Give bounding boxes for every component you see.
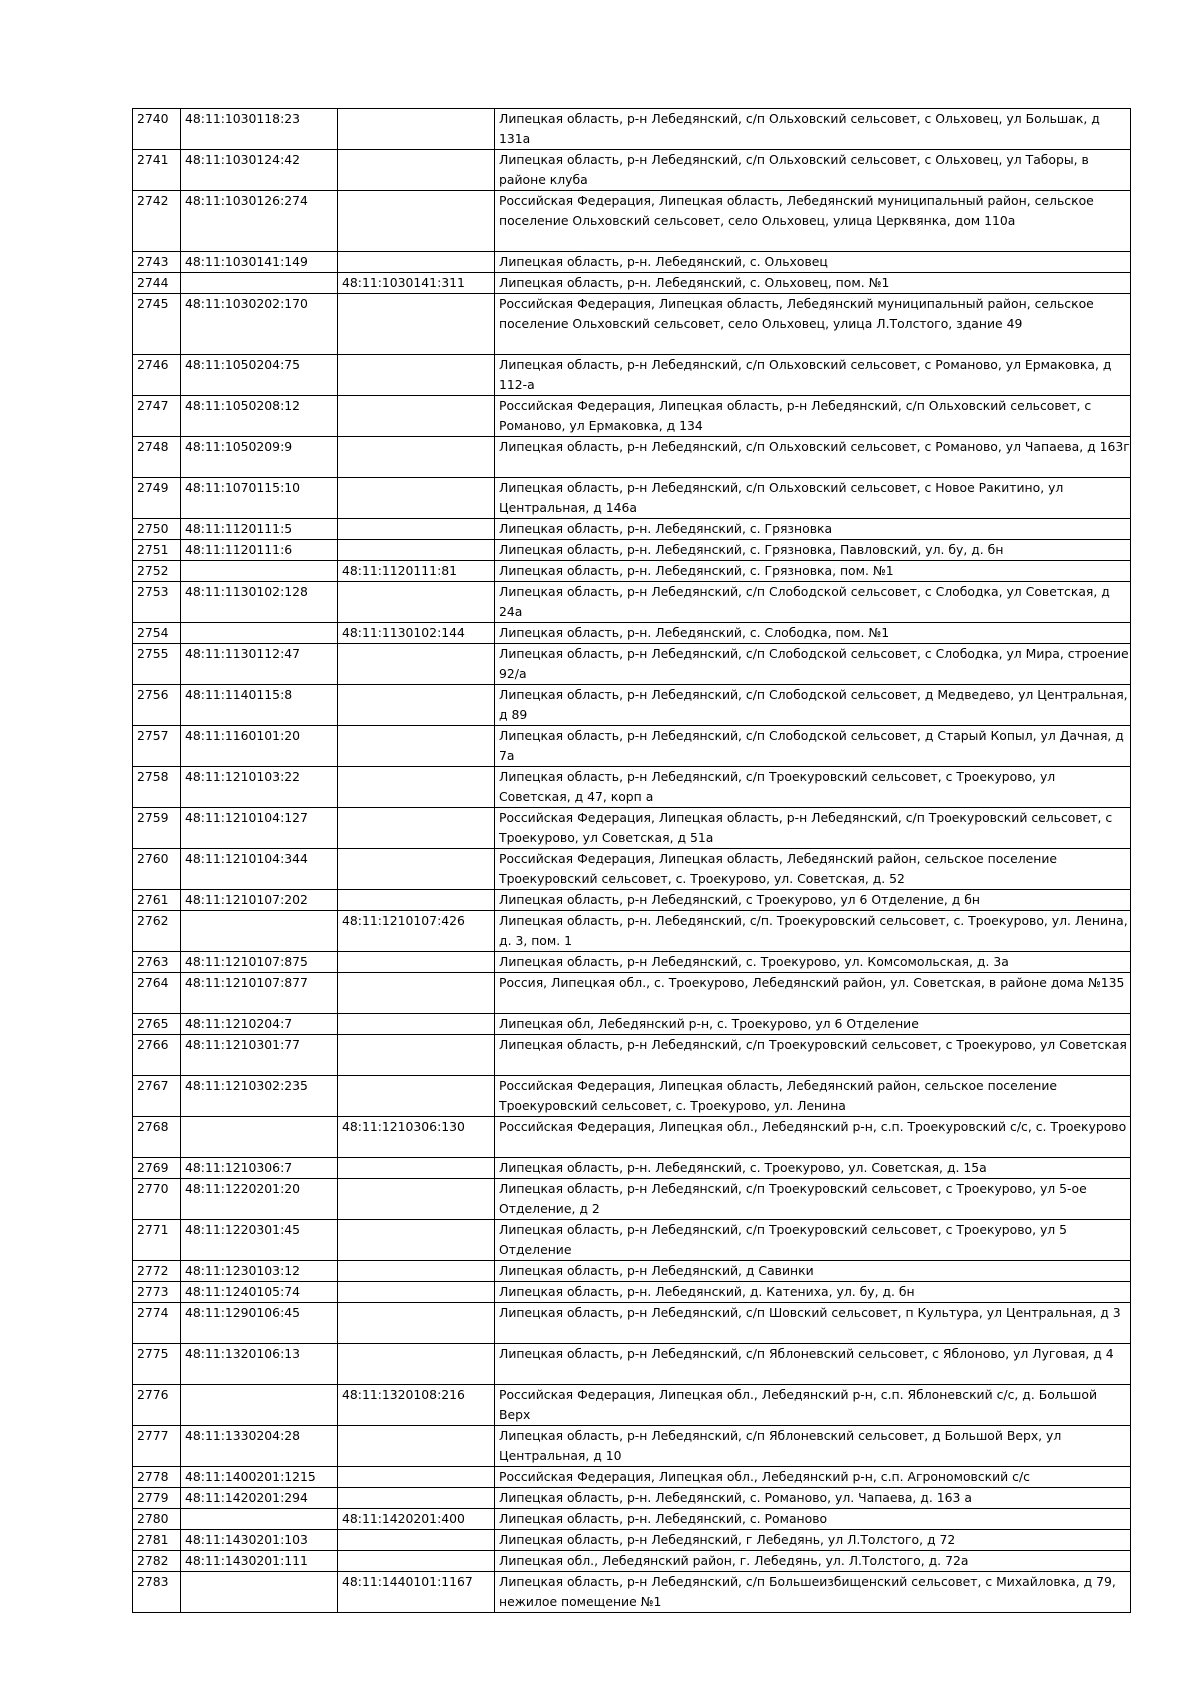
cadastral-number-cell <box>181 1385 338 1426</box>
premises-number-cell <box>338 1303 495 1344</box>
cadastral-number-cell: 48:11:1050204:75 <box>181 355 338 396</box>
table-row <box>133 1385 1131 1426</box>
address-cell: Липецкая область, р-н Лебедянский, с/п Слободской сельсовет, д Старый Копыл, ул Дачная, д 7а <box>495 726 1131 767</box>
table-row <box>133 294 1131 355</box>
table-row <box>133 1117 1131 1158</box>
cadastral-number-cell: 48:11:1400201:1215 <box>181 1467 338 1488</box>
table-row <box>133 540 1131 561</box>
premises-number-cell <box>338 252 495 273</box>
row-number-cell: 2759 <box>133 808 181 849</box>
premises-number-cell <box>338 644 495 685</box>
cadastral-number-cell <box>181 1572 338 1613</box>
address-cell: Липецкая область, р-н. Лебедянский, с. Романово <box>495 1509 1131 1530</box>
row-number-cell: 2757 <box>133 726 181 767</box>
cadastral-number-cell: 48:11:1210107:875 <box>181 952 338 973</box>
property-register-table <box>132 108 1131 1613</box>
row-number-cell: 2763 <box>133 952 181 973</box>
row-number-cell: 2779 <box>133 1488 181 1509</box>
cadastral-number-cell: 48:11:1050208:12 <box>181 396 338 437</box>
row-number-cell: 2776 <box>133 1385 181 1426</box>
table-row <box>133 273 1131 294</box>
table-row <box>133 1261 1131 1282</box>
table-row <box>133 109 1131 150</box>
address-cell: Российская Федерация, Липецкая обл., Лебедянский р-н, с.п. Троекуровский с/с, с. Троекурово <box>495 1117 1131 1158</box>
table-row <box>133 1509 1131 1530</box>
table-row <box>133 1158 1131 1179</box>
premises-number-cell <box>338 726 495 767</box>
row-number-cell: 2756 <box>133 685 181 726</box>
cadastral-number-cell: 48:11:1210306:7 <box>181 1158 338 1179</box>
table-row <box>133 561 1131 582</box>
table-row <box>133 1076 1131 1117</box>
table-row <box>133 726 1131 767</box>
address-cell: Липецкая область, р-н Лебедянский, с. Троекурово, ул. Комсомольская, д. 3а <box>495 952 1131 973</box>
premises-number-cell <box>338 478 495 519</box>
row-number-cell: 2762 <box>133 911 181 952</box>
row-number-cell: 2768 <box>133 1117 181 1158</box>
address-cell: Липецкая область, р-н Лебедянский, с/п Троекуровский сельсовет, с Троекурово, ул 5 Отделение <box>495 1220 1131 1261</box>
premises-number-cell <box>338 890 495 911</box>
cadastral-number-cell: 48:11:1210107:202 <box>181 890 338 911</box>
premises-number-cell <box>338 437 495 478</box>
row-number-cell: 2767 <box>133 1076 181 1117</box>
premises-number-cell: 48:11:1210107:426 <box>338 911 495 952</box>
premises-number-cell <box>338 396 495 437</box>
row-number-cell: 2741 <box>133 150 181 191</box>
table-row <box>133 1488 1131 1509</box>
cadastral-number-cell: 48:11:1240105:74 <box>181 1282 338 1303</box>
cadastral-number-cell: 48:11:1210107:877 <box>181 973 338 1014</box>
table-row <box>133 1014 1131 1035</box>
cadastral-number-cell: 48:11:1030202:170 <box>181 294 338 355</box>
premises-number-cell <box>338 294 495 355</box>
row-number-cell: 2742 <box>133 191 181 252</box>
address-cell: Липецкая область, р-н Лебедянский, с/п Яблоневский сельсовет, д Большой Верх, ул Центральная, д 10 <box>495 1426 1131 1467</box>
cadastral-number-cell: 48:11:1030124:42 <box>181 150 338 191</box>
cadastral-number-cell <box>181 911 338 952</box>
premises-number-cell <box>338 150 495 191</box>
row-number-cell: 2770 <box>133 1179 181 1220</box>
premises-number-cell: 48:11:1320108:216 <box>338 1385 495 1426</box>
premises-number-cell <box>338 1426 495 1467</box>
address-cell: Липецкая область, р-н Лебедянский, с/п Ольховский сельсовет, с Романово, ул Ермаковка, д 112-а <box>495 355 1131 396</box>
row-number-cell: 2752 <box>133 561 181 582</box>
address-cell: Липецкая область, р-н Лебедянский, с/п Большеизбищенский сельсовет, с Михайловка, д 79, нежилое помещение №1 <box>495 1572 1131 1613</box>
premises-number-cell <box>338 767 495 808</box>
row-number-cell: 2745 <box>133 294 181 355</box>
address-cell: Российская Федерация, Липецкая область, Лебедянский муниципальный район, сельское поселение Ольховский сельсовет, село Ольховец, улица Л.Толстого, здание 49 <box>495 294 1131 355</box>
row-number-cell: 2765 <box>133 1014 181 1035</box>
premises-number-cell: 48:11:1440101:1167 <box>338 1572 495 1613</box>
row-number-cell: 2760 <box>133 849 181 890</box>
cadastral-number-cell: 48:11:1140115:8 <box>181 685 338 726</box>
address-cell: Российская Федерация, Липецкая область, Лебедянский район, сельское поселение Троекуровский сельсовет, с. Троекурово, ул. Советская, д. 52 <box>495 849 1131 890</box>
cadastral-number-cell: 48:11:1160101:20 <box>181 726 338 767</box>
cadastral-number-cell <box>181 623 338 644</box>
row-number-cell: 2755 <box>133 644 181 685</box>
address-cell: Липецкая область, р-н Лебедянский, с/п Троекуровский сельсовет, с Троекурово, ул 5-ое Отделение, д 2 <box>495 1179 1131 1220</box>
row-number-cell: 2743 <box>133 252 181 273</box>
premises-number-cell <box>338 685 495 726</box>
premises-number-cell <box>338 952 495 973</box>
table-row <box>133 849 1131 890</box>
address-cell: Липецкая область, р-н. Лебедянский, с. Слободка, пом. №1 <box>495 623 1131 644</box>
row-number-cell: 2782 <box>133 1551 181 1572</box>
cadastral-number-cell: 48:11:1130112:47 <box>181 644 338 685</box>
table-row <box>133 1220 1131 1261</box>
cadastral-number-cell: 48:11:1070115:10 <box>181 478 338 519</box>
premises-number-cell <box>338 1344 495 1385</box>
premises-number-cell: 48:11:1120111:81 <box>338 561 495 582</box>
address-cell: Липецкая область, р-н. Лебедянский, с. Грязновка, пом. №1 <box>495 561 1131 582</box>
row-number-cell: 2781 <box>133 1530 181 1551</box>
cadastral-number-cell: 48:11:1210103:22 <box>181 767 338 808</box>
row-number-cell: 2747 <box>133 396 181 437</box>
row-number-cell: 2754 <box>133 623 181 644</box>
address-cell: Российская Федерация, Липецкая область, р-н Лебедянский, с/п Ольховский сельсовет, с Романово, ул Ермаковка, д 134 <box>495 396 1131 437</box>
row-number-cell: 2773 <box>133 1282 181 1303</box>
row-number-cell: 2751 <box>133 540 181 561</box>
cadastral-number-cell: 48:11:1210104:344 <box>181 849 338 890</box>
premises-number-cell <box>338 1467 495 1488</box>
row-number-cell: 2772 <box>133 1261 181 1282</box>
table-row <box>133 1035 1131 1076</box>
table-row <box>133 519 1131 540</box>
row-number-cell: 2748 <box>133 437 181 478</box>
row-number-cell: 2749 <box>133 478 181 519</box>
address-cell: Липецкая область, р-н. Лебедянский, с. Ольховец <box>495 252 1131 273</box>
row-number-cell: 2771 <box>133 1220 181 1261</box>
address-cell: Российская Федерация, Липецкая область, Лебедянский район, сельское поселение Троекуровский сельсовет, с. Троекурово, ул. Ленина <box>495 1076 1131 1117</box>
address-cell: Российская Федерация, Липецкая область, Лебедянский муниципальный район, сельское поселение Ольховский сельсовет, село Ольховец, улица Церквянка, дом 110а <box>495 191 1131 252</box>
address-cell: Липецкая область, р-н Лебедянский, с/п Ольховский сельсовет, с Ольховец, ул Большак, д 131а <box>495 109 1131 150</box>
row-number-cell: 2746 <box>133 355 181 396</box>
premises-number-cell <box>338 1076 495 1117</box>
premises-number-cell <box>338 355 495 396</box>
table-row <box>133 685 1131 726</box>
address-cell: Липецкая область, р-н. Лебедянский, с. Романово, ул. Чапаева, д. 163 а <box>495 1488 1131 1509</box>
document-page <box>132 108 1130 1613</box>
address-cell: Липецкая область, р-н Лебедянский, с/п Яблоневский сельсовет, с Яблоново, ул Луговая, д 4 <box>495 1344 1131 1385</box>
cadastral-number-cell: 48:11:1030141:149 <box>181 252 338 273</box>
address-cell: Российская Федерация, Липецкая обл., Лебедянский р-н, с.п. Яблоневский с/с, д. Большой Верх <box>495 1385 1131 1426</box>
address-cell: Российская Федерация, Липецкая обл., Лебедянский р-н, с.п. Агрономовский с/с <box>495 1467 1131 1488</box>
row-number-cell: 2774 <box>133 1303 181 1344</box>
table-row <box>133 1467 1131 1488</box>
address-cell: Липецкая область, р-н. Лебедянский, с. Ольховец, пом. №1 <box>495 273 1131 294</box>
address-cell: Липецкая область, р-н. Лебедянский, с/п. Троекуровский сельсовет, с. Троекурово, ул. Ленина, д. 3, пом. 1 <box>495 911 1131 952</box>
row-number-cell: 2769 <box>133 1158 181 1179</box>
table-row <box>133 582 1131 623</box>
premises-number-cell <box>338 849 495 890</box>
address-cell: Липецкая область, р-н Лебедянский, г Лебедянь, ул Л.Толстого, д 72 <box>495 1530 1131 1551</box>
premises-number-cell <box>338 191 495 252</box>
table-row <box>133 191 1131 252</box>
cadastral-number-cell: 48:11:1430201:111 <box>181 1551 338 1572</box>
premises-number-cell <box>338 1261 495 1282</box>
cadastral-number-cell: 48:11:1320106:13 <box>181 1344 338 1385</box>
table-row <box>133 890 1131 911</box>
address-cell: Липецкая область, р-н Лебедянский, с Троекурово, ул 6 Отделение, д бн <box>495 890 1131 911</box>
address-cell: Липецкая обл, Лебедянский р-н, с. Троекурово, ул 6 Отделение <box>495 1014 1131 1035</box>
table-row <box>133 150 1131 191</box>
cadastral-number-cell: 48:11:1290106:45 <box>181 1303 338 1344</box>
address-cell: Липецкая область, р-н Лебедянский, с/п Слободской сельсовет, с Слободка, ул Мира, строение 92/а <box>495 644 1131 685</box>
address-cell: Липецкая область, р-н Лебедянский, с/п Ольховский сельсовет, с Ольховец, ул Таборы, в районе клуба <box>495 150 1131 191</box>
premises-number-cell <box>338 1488 495 1509</box>
table-row <box>133 623 1131 644</box>
cadastral-number-cell: 48:11:1330204:28 <box>181 1426 338 1467</box>
row-number-cell: 2740 <box>133 109 181 150</box>
premises-number-cell <box>338 519 495 540</box>
address-cell: Липецкая область, р-н Лебедянский, с/п Слободской сельсовет, с Слободка, ул Советская, д 24а <box>495 582 1131 623</box>
table-row <box>133 911 1131 952</box>
cadastral-number-cell: 48:11:1210204:7 <box>181 1014 338 1035</box>
row-number-cell: 2764 <box>133 973 181 1014</box>
premises-number-cell: 48:11:1130102:144 <box>338 623 495 644</box>
row-number-cell: 2758 <box>133 767 181 808</box>
row-number-cell: 2766 <box>133 1035 181 1076</box>
table-row <box>133 396 1131 437</box>
table-row <box>133 252 1131 273</box>
premises-number-cell <box>338 1158 495 1179</box>
row-number-cell: 2783 <box>133 1572 181 1613</box>
premises-number-cell <box>338 1220 495 1261</box>
cadastral-number-cell: 48:11:1220201:20 <box>181 1179 338 1220</box>
premises-number-cell <box>338 1551 495 1572</box>
table-row <box>133 644 1131 685</box>
cadastral-number-cell <box>181 1117 338 1158</box>
cadastral-number-cell: 48:11:1210302:235 <box>181 1076 338 1117</box>
address-cell: Российская Федерация, Липецкая область, р-н Лебедянский, с/п Троекуровский сельсовет, с Троекурово, ул Советская, д 51а <box>495 808 1131 849</box>
premises-number-cell <box>338 109 495 150</box>
premises-number-cell <box>338 1282 495 1303</box>
premises-number-cell <box>338 1179 495 1220</box>
table-row <box>133 973 1131 1014</box>
cadastral-number-cell: 48:11:1430201:103 <box>181 1530 338 1551</box>
cadastral-number-cell: 48:11:1420201:294 <box>181 1488 338 1509</box>
row-number-cell: 2750 <box>133 519 181 540</box>
table-row <box>133 1551 1131 1572</box>
cadastral-number-cell: 48:11:1130102:128 <box>181 582 338 623</box>
cadastral-number-cell: 48:11:1210104:127 <box>181 808 338 849</box>
table-row <box>133 1572 1131 1613</box>
address-cell: Липецкая область, р-н. Лебедянский, с. Грязновка, Павловский, ул. бу, д. бн <box>495 540 1131 561</box>
address-cell: Липецкая область, р-н. Лебедянский, с. Грязновка <box>495 519 1131 540</box>
table-row <box>133 1179 1131 1220</box>
premises-number-cell <box>338 1014 495 1035</box>
cadastral-number-cell: 48:11:1050209:9 <box>181 437 338 478</box>
row-number-cell: 2753 <box>133 582 181 623</box>
table-row <box>133 1530 1131 1551</box>
address-cell: Липецкая обл., Лебедянский район, г. Лебедянь, ул. Л.Толстого, д. 72а <box>495 1551 1131 1572</box>
address-cell: Россия, Липецкая обл., с. Троекурово, Лебедянский район, ул. Советская, в районе дома №135 <box>495 973 1131 1014</box>
premises-number-cell <box>338 582 495 623</box>
cadastral-number-cell: 48:11:1030118:23 <box>181 109 338 150</box>
table-row <box>133 767 1131 808</box>
cadastral-number-cell: 48:11:1230103:12 <box>181 1261 338 1282</box>
cadastral-number-cell: 48:11:1220301:45 <box>181 1220 338 1261</box>
address-cell: Липецкая область, р-н Лебедянский, с/п Слободской сельсовет, д Медведево, ул Центральная, д 89 <box>495 685 1131 726</box>
cadastral-number-cell: 48:11:1120111:5 <box>181 519 338 540</box>
row-number-cell: 2777 <box>133 1426 181 1467</box>
premises-number-cell: 48:11:1420201:400 <box>338 1509 495 1530</box>
premises-number-cell: 48:11:1030141:311 <box>338 273 495 294</box>
cadastral-number-cell: 48:11:1210301:77 <box>181 1035 338 1076</box>
address-cell: Липецкая область, р-н Лебедянский, с/п Троекуровский сельсовет, с Троекурово, ул Советская <box>495 1035 1131 1076</box>
row-number-cell: 2780 <box>133 1509 181 1530</box>
table-row <box>133 952 1131 973</box>
address-cell: Липецкая область, р-н Лебедянский, с/п Ольховский сельсовет, с Новое Ракитино, ул Центральная, д 146а <box>495 478 1131 519</box>
table-row <box>133 1344 1131 1385</box>
premises-number-cell <box>338 1530 495 1551</box>
premises-number-cell <box>338 1035 495 1076</box>
cadastral-number-cell <box>181 273 338 294</box>
table-row <box>133 437 1131 478</box>
row-number-cell: 2775 <box>133 1344 181 1385</box>
table-row <box>133 1282 1131 1303</box>
premises-number-cell <box>338 973 495 1014</box>
address-cell: Липецкая область, р-н Лебедянский, д Савинки <box>495 1261 1131 1282</box>
row-number-cell: 2744 <box>133 273 181 294</box>
cadastral-number-cell: 48:11:1120111:6 <box>181 540 338 561</box>
table-row <box>133 808 1131 849</box>
address-cell: Липецкая область, р-н Лебедянский, с/п Троекуровский сельсовет, с Троекурово, ул Советская, д 47, корп а <box>495 767 1131 808</box>
premises-number-cell <box>338 808 495 849</box>
address-cell: Липецкая область, р-н. Лебедянский, д. Катениха, ул. бу, д. бн <box>495 1282 1131 1303</box>
table-row <box>133 1426 1131 1467</box>
register-table-body <box>133 109 1131 1613</box>
premises-number-cell: 48:11:1210306:130 <box>338 1117 495 1158</box>
cadastral-number-cell <box>181 1509 338 1530</box>
address-cell: Липецкая область, р-н Лебедянский, с/п Шовский сельсовет, п Культура, ул Центральная, д 3 <box>495 1303 1131 1344</box>
address-cell: Липецкая область, р-н Лебедянский, с/п Ольховский сельсовет, с Романово, ул Чапаева, д 163г <box>495 437 1131 478</box>
premises-number-cell <box>338 540 495 561</box>
table-row <box>133 355 1131 396</box>
row-number-cell: 2761 <box>133 890 181 911</box>
address-cell: Липецкая область, р-н. Лебедянский, с. Троекурово, ул. Советская, д. 15а <box>495 1158 1131 1179</box>
cadastral-number-cell: 48:11:1030126:274 <box>181 191 338 252</box>
row-number-cell: 2778 <box>133 1467 181 1488</box>
table-row <box>133 478 1131 519</box>
cadastral-number-cell <box>181 561 338 582</box>
table-row <box>133 1303 1131 1344</box>
